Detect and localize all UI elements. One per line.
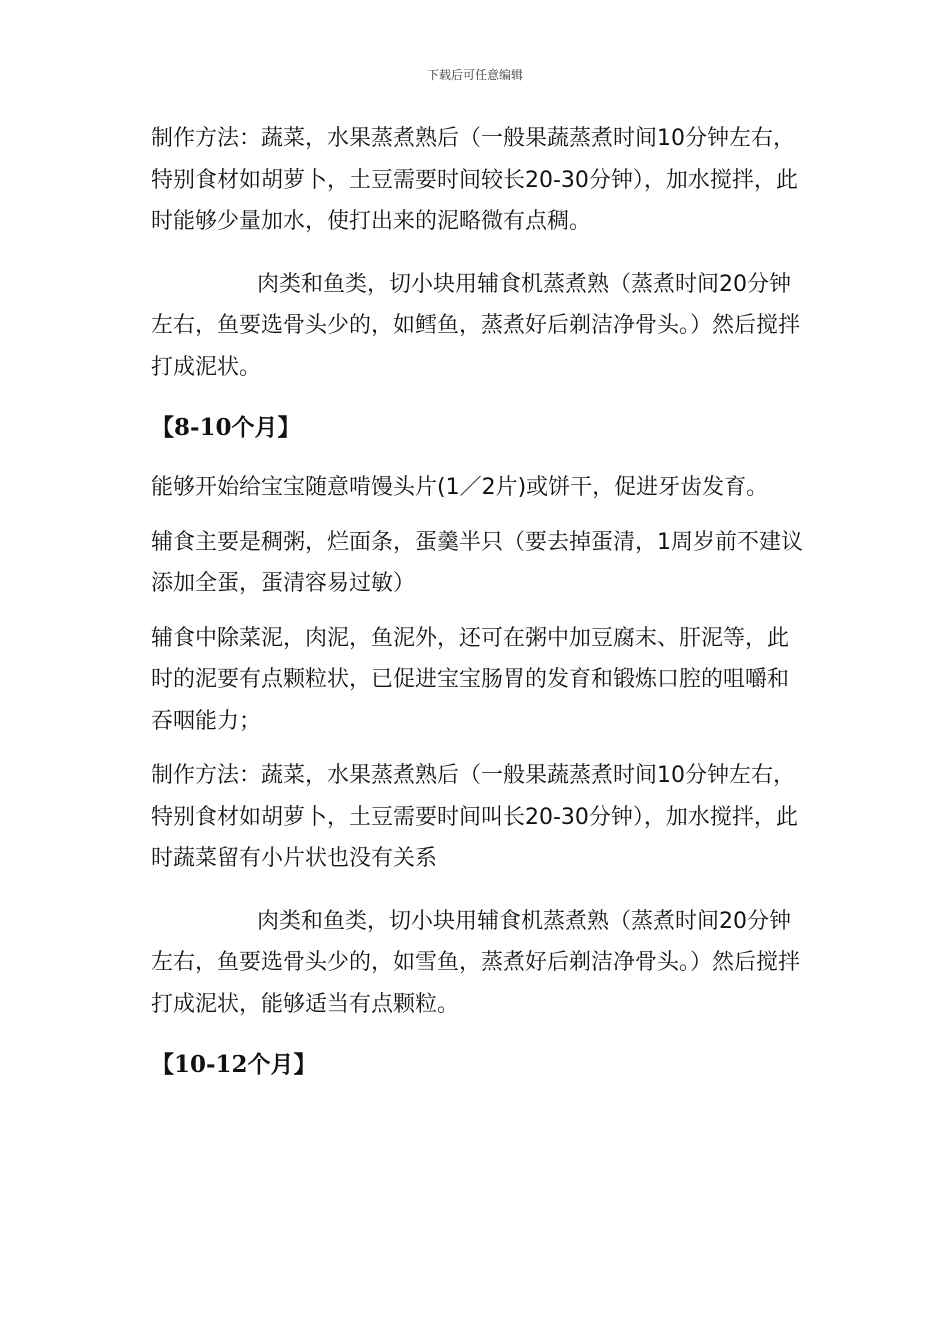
paragraph-meat-fish-1: 肉类和鱼类，切小块用辅食机蒸煮熟（蒸煮时间20分钟左右，鱼要选骨头少的，如鳕鱼，蒸煮好后剃洁净骨头。）然后搅拌打成泥状。: [151, 271, 801, 380]
paragraph-teething-snacks: 能够开始给宝宝随意啃馒头片(1／2片)或饼干，促进牙齿发育。: [151, 475, 769, 500]
section-heading-10-12-months: 【10-12个月】: [151, 1051, 317, 1078]
paragraph-main-foods: 辅食主要是稠粥，烂面条，蛋羹半只（要去掉蛋清，1周岁前不建议添加全蛋，蛋清容易过敏）: [151, 529, 803, 596]
paragraph-meat-fish-2: 肉类和鱼类，切小块用辅食机蒸煮熟（蒸煮时间20分钟左右，鱼要选骨头少的，如雪鱼，蒸煮好后剃洁净骨头。）然后搅拌打成泥状，能够适当有点颗粒。: [151, 908, 801, 1017]
document-body: [151, 118, 806, 1085]
page-header: 下载后可任意编辑: [426, 68, 523, 82]
section-heading-8-10-months: 【8-10个月】: [151, 414, 301, 441]
paragraph-preparation-method-2: 制作方法：蔬菜，水果蒸煮熟后（一般果蔬蒸煮时间10分钟左右，特别食材如胡萝卜，土豆需要时间叫长20-30分钟），加水搅拌，此时蔬菜留有小片状也没有关系: [151, 763, 798, 871]
paragraph-texture-advice: 辅食中除菜泥，肉泥，鱼泥外，还可在粥中加豆腐末、肝泥等，此时的泥要有点颗粒状，已促进宝宝肠胃的发育和锻炼口腔的咀嚼和吞咽能力；: [151, 625, 790, 734]
paragraph-preparation-method-1: 制作方法：蔬菜，水果蒸煮熟后（一般果蔬蒸煮时间10分钟左右，特别食材如胡萝卜，土豆需要时间较长20-30分钟），加水搅拌，此时能够少量加水，使打出来的泥略微有点稠。: [151, 126, 798, 234]
